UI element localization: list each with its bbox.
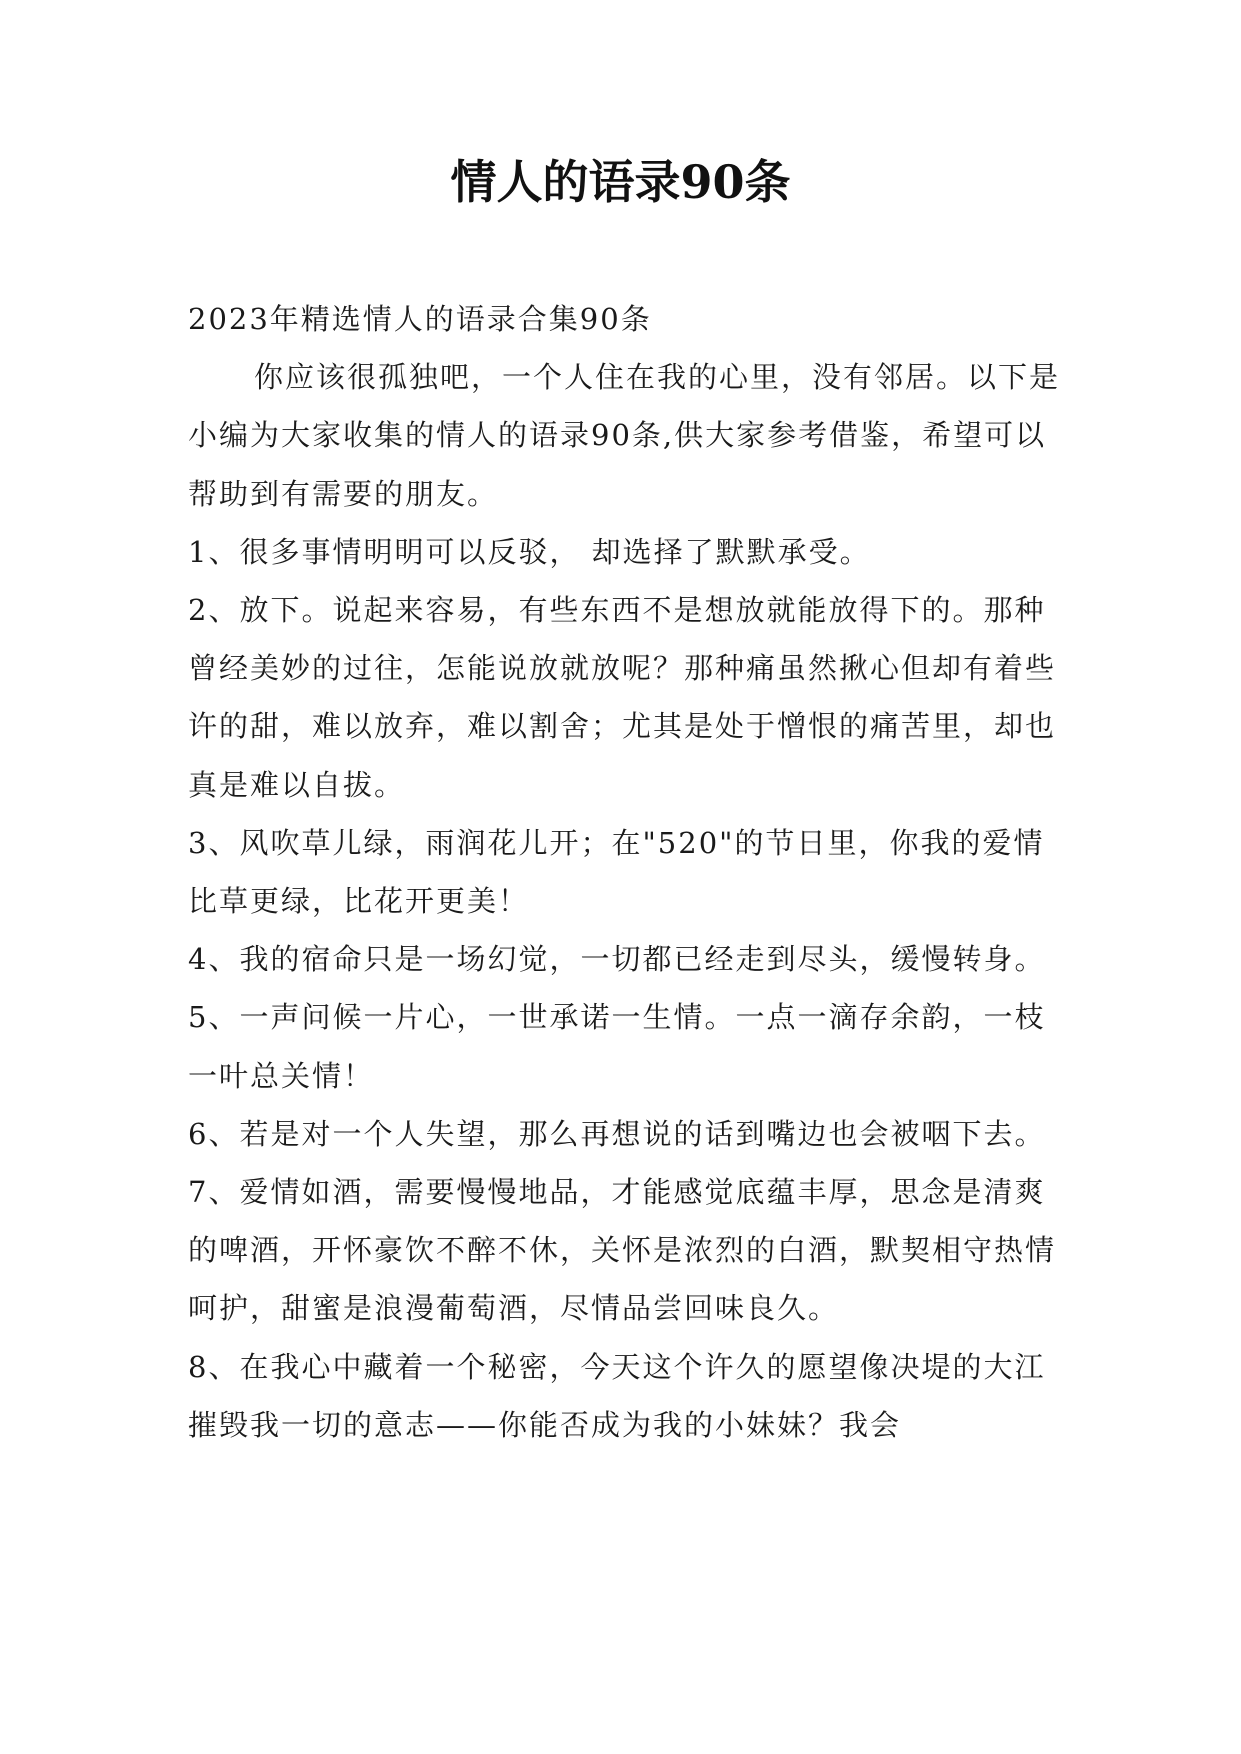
document-body bbox=[188, 290, 1068, 1454]
subtitle: 2023年精选情人的语录合集90条 bbox=[188, 302, 652, 336]
list-item: 7、爱情如酒，需要慢慢地品，才能感觉底蕴丰厚，思念是清爽的啤酒，开怀豪饮不醉不休，关怀是浓烈的白酒，默契相守热情呵护，甜蜜是浪漫葡萄酒，尽情品尝回味良久。 bbox=[188, 1175, 1057, 1326]
list-item: 1、很多事情明明可以反驳， 却选择了默默承受。 bbox=[188, 534, 871, 569]
list-item: 2、放下。说起来容易，有些东西不是想放就能放得下的。那种曾经美妙的过往，怎能说放就放呢？那种痛虽然揪心但却有着些许的甜，难以放弃，难以割舍；尤其是处于憎恨的痛苦里，却也真是难以自拔。 bbox=[188, 593, 1057, 802]
list-item: 8、在我心中藏着一个秘密，今天这个许久的愿望像决堤的大江摧毁我一切的意志——你能否成为我的小妹妹？我会 bbox=[188, 1349, 1046, 1442]
list-item: 6、若是对一个人失望，那么再想说的话到嘴边也会被咽下去。 bbox=[188, 1116, 1046, 1151]
list-item: 5、一声问候一片心，一世承诺一生情。一点一滴存余韵，一枝一叶总关情！ bbox=[188, 1000, 1046, 1093]
list-item: 4、我的宿命只是一场幻觉，一切都已经走到尽头，缓慢转身。 bbox=[188, 942, 1046, 977]
page-title: 情人的语录90条 bbox=[450, 155, 791, 209]
list-item: 3、风吹草儿绿，雨润花儿开；在"520"的节日里，你我的爱情比草更绿，比花开更美！ bbox=[188, 825, 1045, 919]
intro-paragraph: 你应该很孤独吧，一个人住在我的心里，没有邻居。以下是小编为大家收集的情人的语录90条,供大家参考借鉴，希望可以帮助到有需要的朋友。 bbox=[188, 360, 1061, 511]
